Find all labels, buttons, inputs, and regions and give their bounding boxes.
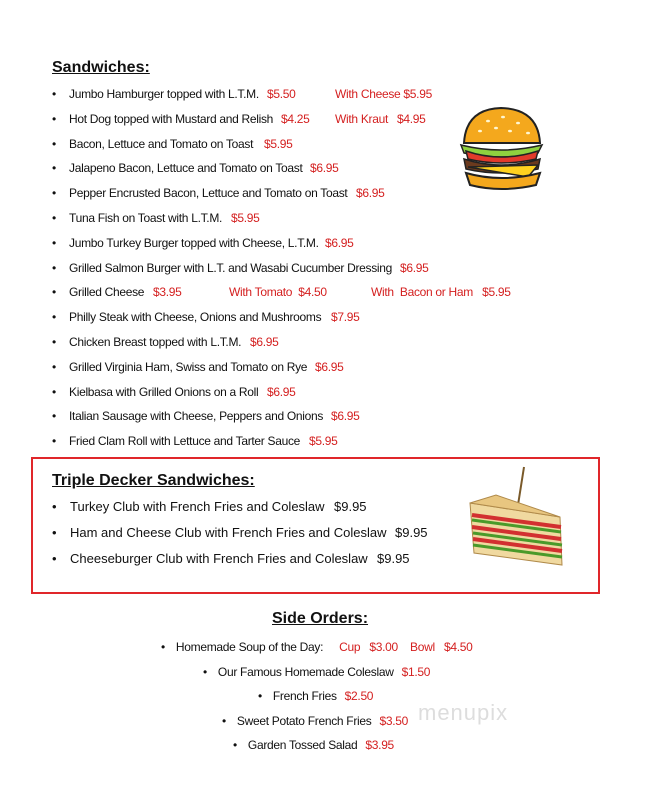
bullet: • xyxy=(52,235,56,250)
bullet: • xyxy=(258,689,262,704)
bullet: • xyxy=(52,211,56,225)
item-name: Grilled Cheese xyxy=(69,285,145,300)
item-price: $7.95 xyxy=(331,310,360,325)
item-price: $6.95 xyxy=(400,260,429,275)
bullet: • xyxy=(52,359,56,374)
item-name: Ham and Cheese Club with French Fries and Coleslaw xyxy=(70,525,387,540)
bullet: • xyxy=(222,713,226,728)
item-name: Chicken Breast topped with L.T.M. xyxy=(69,335,242,349)
side-orders-heading: Side Orders: xyxy=(272,610,369,627)
triple-decker-heading: Triple Decker Sandwiches: xyxy=(52,472,255,489)
watermark: menupix xyxy=(418,700,509,725)
bullet: • xyxy=(52,434,56,449)
bullet: • xyxy=(52,499,57,514)
item-price: $9.95 xyxy=(377,551,410,566)
side-order-item xyxy=(258,689,373,703)
item-name: Jalapeno Bacon, Lettuce and Tomato on Toast xyxy=(69,161,303,176)
item-extra: With Cheese $5.95 xyxy=(335,87,432,101)
item-price: $9.95 xyxy=(334,499,367,514)
item-name: Jumbo Hamburger topped with L.T.M. xyxy=(69,87,259,101)
item-price: $5.50 xyxy=(267,87,296,101)
bullet: • xyxy=(52,551,57,566)
item-name: Turkey Club with French Fries and Coleslaw xyxy=(70,499,325,514)
item-name: Grilled Salmon Burger with L.T. and Wasabi Cucumber Dressing xyxy=(69,260,393,275)
item-name: Philly Steak with Cheese, Onions and Mushrooms xyxy=(69,310,322,325)
bullet: • xyxy=(203,664,207,679)
item-name: Garden Tossed Salad xyxy=(247,738,358,753)
item-price: $6.95 xyxy=(250,335,279,349)
bullet: • xyxy=(233,738,237,753)
item-extra-2: With Bacon or Ham $5.95 xyxy=(371,285,511,300)
hamburger-image xyxy=(458,103,544,193)
bullet: • xyxy=(52,310,56,325)
item-name: Fried Clam Roll with Lettuce and Tarter Sauce xyxy=(69,434,301,449)
item-price: $6.95 xyxy=(331,409,360,424)
bullet: • xyxy=(52,111,56,126)
item-price: $1.50 xyxy=(401,664,431,679)
item-price: $3.50 xyxy=(379,713,408,728)
item-name: French Fries xyxy=(272,689,337,704)
bullet: • xyxy=(52,260,56,275)
item-price: $5.95 xyxy=(309,434,338,449)
side-order-item xyxy=(233,738,394,752)
side-order-item xyxy=(203,665,430,679)
item-price: $6.95 xyxy=(325,235,354,250)
item-name: Hot Dog topped with Mustard and Relish xyxy=(69,111,274,126)
item-extra-price: $4.95 xyxy=(397,111,426,126)
item-name: Italian Sausage with Cheese, Peppers and Onions xyxy=(69,409,324,424)
item-price: $2.50 xyxy=(344,689,374,704)
item-name: Homemade Soup of the Day: xyxy=(175,640,324,654)
item-price: $5.95 xyxy=(231,211,260,225)
sandwiches-heading: Sandwiches: xyxy=(52,59,150,76)
bullet: • xyxy=(52,136,56,151)
side-order-item xyxy=(222,714,408,728)
side-order-item xyxy=(161,640,473,654)
item-price: $3.95 xyxy=(153,285,182,300)
item-price: $4.25 xyxy=(281,111,310,126)
item-price: $6.95 xyxy=(310,161,339,176)
item-price: $5.95 xyxy=(264,136,293,151)
item-extra: With Tomato $4.50 xyxy=(229,285,327,300)
item-name: Pepper Encrusted Bacon, Lettuce and Tomato on Toast xyxy=(69,186,348,201)
bullet: • xyxy=(52,285,56,300)
bullet: • xyxy=(52,525,57,540)
item-price: $9.95 xyxy=(395,525,428,540)
item-price: $6.95 xyxy=(267,384,296,399)
bullet: • xyxy=(52,87,56,101)
item-price: $6.95 xyxy=(356,186,385,201)
item-name: Bacon, Lettuce and Tomato on Toast xyxy=(69,136,254,151)
item-price: $3.95 xyxy=(365,738,394,753)
item-name: Grilled Virginia Ham, Swiss and Tomato on Rye xyxy=(69,359,308,374)
item-extra: With Kraut xyxy=(335,111,389,126)
item-price: $6.95 xyxy=(315,359,344,374)
bullet: • xyxy=(52,409,56,424)
item-name: Kielbasa with Grilled Onions on a Roll xyxy=(69,384,259,399)
item-name: Jumbo Turkey Burger topped with Cheese, L.T.M. xyxy=(69,235,319,250)
bullet: • xyxy=(52,186,56,201)
item-price: Cup $3.00 Bowl $4.50 xyxy=(339,640,473,654)
bullet: • xyxy=(161,640,165,654)
item-name: Cheeseburger Club with French Fries and Coleslaw xyxy=(70,551,368,566)
item-name: Our Famous Homemade Coleslaw xyxy=(217,664,394,679)
club-sandwich-image xyxy=(466,465,570,575)
item-name: Sweet Potato French Fries xyxy=(236,713,372,728)
bullet: • xyxy=(52,384,56,399)
bullet: • xyxy=(52,335,56,349)
item-name: Tuna Fish on Toast with L.T.M. xyxy=(69,211,223,225)
bullet: • xyxy=(52,161,56,176)
